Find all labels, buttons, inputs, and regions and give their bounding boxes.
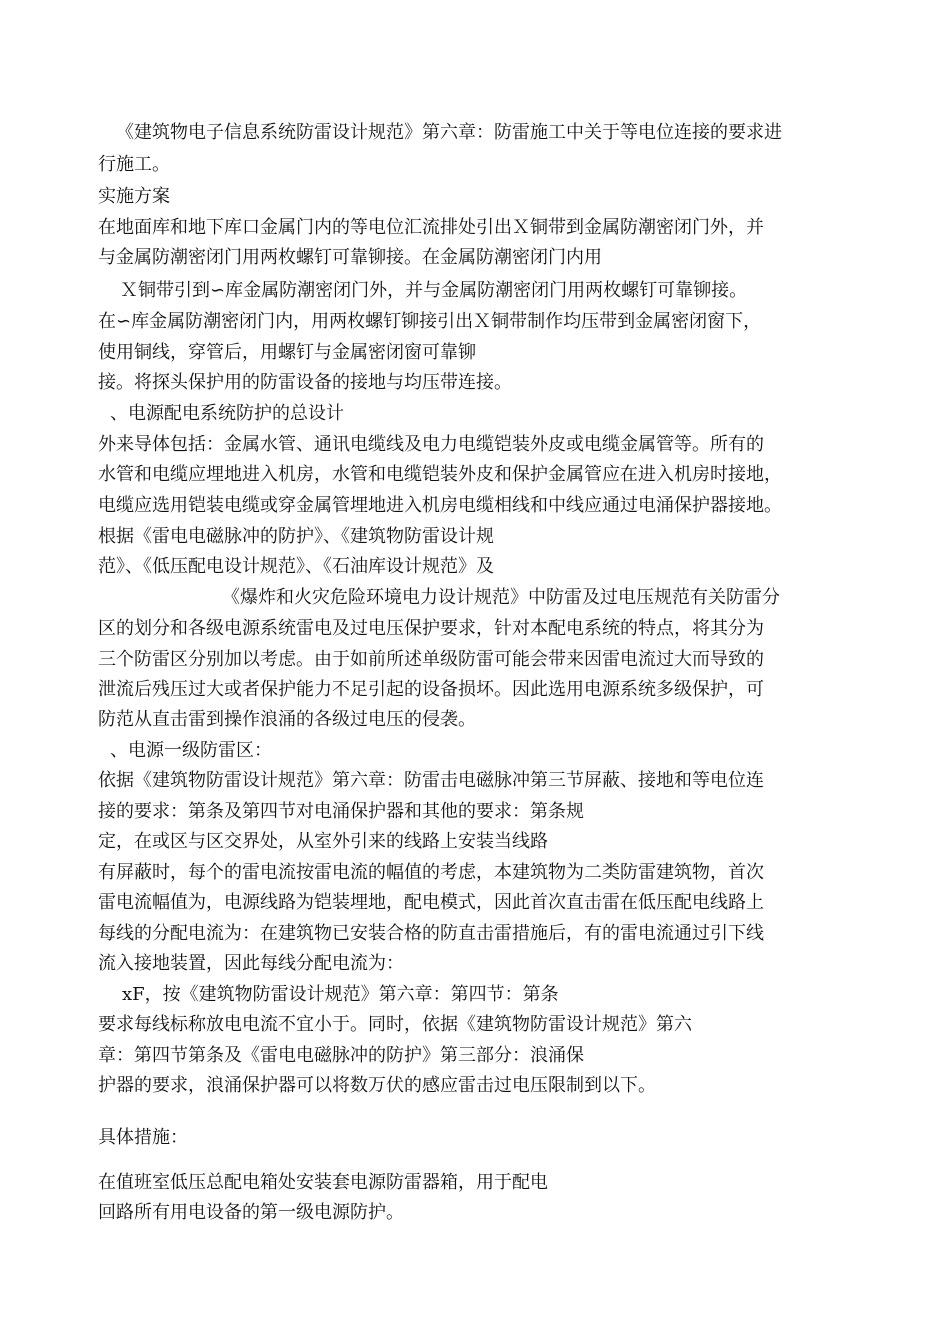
text-line: 有屏蔽时，每个的雷电流按雷电流的幅值的考虑，本建筑物为二类防雷建筑物，首次 — [98, 862, 764, 883]
section-heading: 、电源配电系统防护的总设计 — [110, 403, 344, 424]
text-line: 泄流后残压过大或者保护能力不足引起的设备损坏。因此选用电源系统多级保护，可 — [98, 679, 764, 700]
text-line: 流入接地装置，因此每线分配电流为： — [98, 953, 404, 974]
text-line: 在值班室低压总配电箱处安装套电源防雷器箱，用于配电 — [98, 1172, 548, 1193]
section-heading: 具体措施： — [98, 1127, 188, 1148]
text-line: 范》、《低压配电设计规范》、《石油库设计规范》及 — [98, 556, 494, 577]
text-line: 三个防雷区分别加以考虑。由于如前所述单级防雷可能会带来因雷电流过大而导致的 — [98, 649, 764, 670]
text-line: 根据《雷电电磁脉冲的防护》、《建筑物防雷设计规 — [98, 526, 494, 547]
text-line: 电缆应选用铠装电缆或穿金属管埋地进入机房电缆相线和中线应通过电涌保护器接地。 — [98, 495, 782, 516]
text-line: 区的划分和各级电源系统雷电及过电压保护要求，针对本配电系统的特点，将其分为 — [98, 618, 764, 639]
text-line: 每线的分配电流为：在建筑物已安装合格的防直击雷措施后，有的雷电流通过引下线 — [98, 923, 764, 944]
text-line: 行施工。 — [98, 154, 170, 175]
text-line: 回路所有用电设备的第一级电源防护。 — [98, 1202, 404, 1223]
text-line: 接的要求：第条及第四节对电涌保护器和其他的要求：第条规 — [98, 801, 584, 822]
text-line: 雷电流幅值为，电源线路为铠装埋地，配电模式，因此首次直击雷在低压配电线路上 — [98, 892, 764, 913]
text-line: 《爆炸和火灾危险环境电力设计规范》中防雷及过电压规范有关防雷分 — [222, 587, 780, 608]
text-line: 护器的要求，浪涌保护器可以将数万伏的感应雷击过电压限制到以下。 — [98, 1075, 656, 1096]
text-line: 定，在或区与区交界处，从室外引来的线路上安装当线路 — [98, 831, 548, 852]
section-heading: 实施方案 — [98, 186, 170, 207]
text-line: 在∽库金属防潮密闭门内，用两枚螺钉铆接引出Ｘ铜带制作均压带到金属密闭窗下， — [98, 311, 762, 332]
text-line: 《建筑物电子信息系统防雷设计规范》第六章：防雷施工中关于等电位连接的要求进 — [116, 122, 782, 143]
text-line: 使用铜线，穿管后，用螺钉与金属密闭窗可靠铆 — [98, 342, 476, 363]
text-line: 章：第四节第条及《雷电电磁脉冲的防护》第三部分：浪涌保 — [98, 1045, 584, 1066]
text-line: xF，按《建筑物防雷设计规范》第六章：第四节：第条 — [122, 984, 559, 1005]
text-line: 依据《建筑物防雷设计规范》第六章：防雷击电磁脉冲第三节屏蔽、接地和等电位连 — [98, 770, 764, 791]
text-line: 防范从直击雷到操作浪涌的各级过电压的侵袭。 — [98, 709, 476, 730]
text-line: 在地面库和地下库口金属门内的等电位汇流排处引出Ｘ铜带到金属防潮密闭门外，并 — [98, 217, 764, 238]
text-line: 接。将探头保护用的防雷设备的接地与均压带连接。 — [98, 372, 512, 393]
text-line: 要求每线标称放电电流不宜小于。同时，依据《建筑物防雷设计规范》第六 — [98, 1014, 692, 1035]
section-heading: 、电源一级防雷区： — [110, 740, 272, 761]
text-line: 水管和电缆应埋地进入机房，水管和电缆铠装外皮和保护金属管应在进入机房时接地， — [98, 464, 782, 485]
text-line: Ｘ铜带引到∽库金属防潮密闭门外，并与金属防潮密闭门用两枚螺钉可靠铆接。 — [120, 280, 748, 301]
text-line: 与金属防潮密闭门用两枚螺钉可靠铆接。在金属防潮密闭门内用 — [98, 247, 602, 268]
text-line: 外来导体包括：金属水管、通讯电缆线及电力电缆铠装外皮或电缆金属管等。所有的 — [98, 434, 764, 455]
